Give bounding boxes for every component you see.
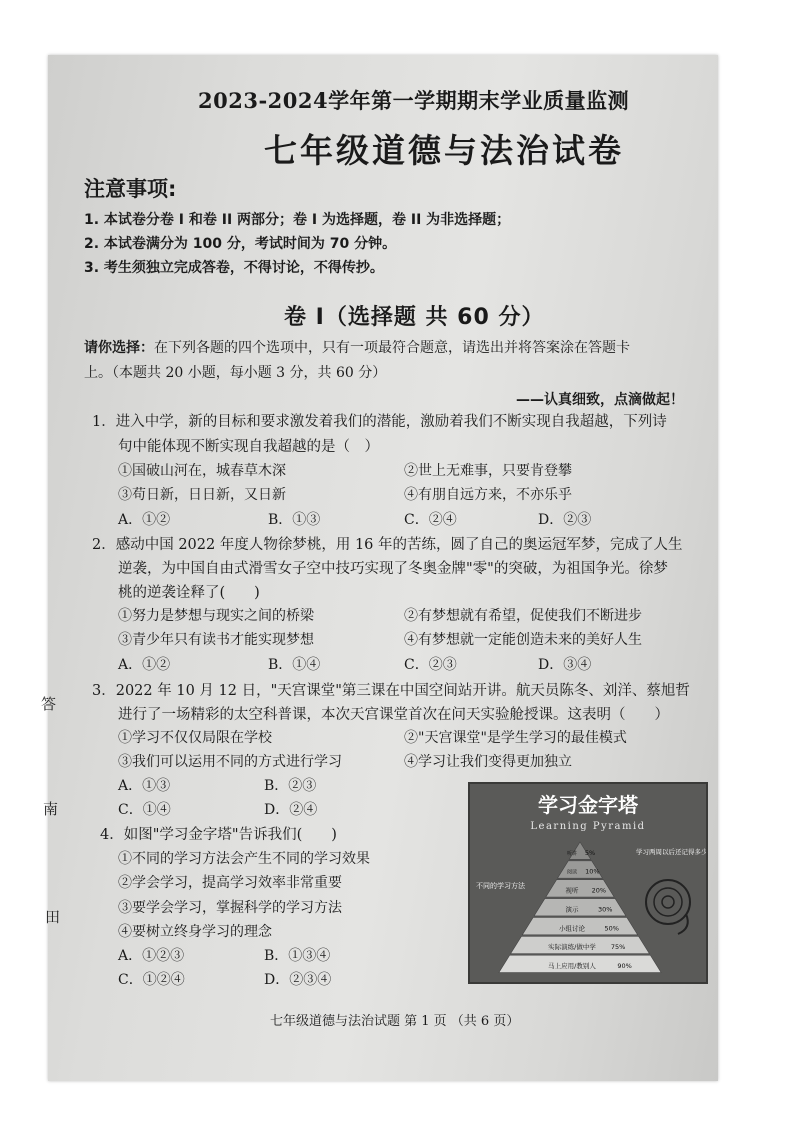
statement-option: ④有梦想就一定能创造未来的美好人生 (404, 632, 642, 648)
maze-head-icon (646, 880, 690, 934)
notice-item: 1. 本试卷分卷 I 和卷 II 两部分；卷 I 为选择题，卷 II 为非选择题； (84, 212, 511, 228)
answer-choice: C．①④ (118, 802, 171, 818)
answer-choice: B．①③ (268, 512, 321, 528)
instruction-line (84, 337, 630, 357)
statement-option: ①努力是梦想与现实之间的桥梁 (118, 608, 314, 624)
pyramid-tier-percent: 50% (604, 924, 619, 933)
statement-option: ②世上无难事，只要肯登攀 (404, 463, 572, 479)
answer-choice: D．②③④ (264, 972, 332, 988)
exam-title: 2023-2024学年第一学期期末学业质量监测 (198, 88, 630, 113)
pyramid-tier-label: 小组讨论 (559, 924, 585, 933)
statement-option: ④有朋自远方来，不亦乐乎 (404, 487, 572, 503)
question-text: 句中能体现不断实现自我超越的是（ ） (118, 439, 379, 455)
margin-char: 田 (45, 908, 61, 926)
question-text: 1．进入中学，新的目标和要求激发着我们的潜能，激励着我们不断实现自我超越，下列诗 (92, 414, 667, 430)
statement-option: ③要学会学习，掌握科学的学习方法 (118, 900, 342, 916)
pyramid-right-label: 学习两周以后还记得多少 (636, 848, 706, 856)
question-text: 桃的逆袭诠释了( ) (118, 585, 260, 601)
statement-option: ④学习让我们变得更加独立 (404, 754, 572, 770)
pyramid-tier-label: 实际演练/做中学 (548, 943, 596, 952)
pyramid-tier-percent: 90% (617, 961, 632, 970)
answer-choice: D．②③ (538, 512, 592, 528)
answer-choice: B．①④ (268, 657, 321, 673)
question-text: 3．2022 年 10 月 12 日，"天宫课堂"第三课在中国空间站开讲。航天员陈冬、刘洋、蔡旭哲 (92, 683, 690, 699)
answer-choice: B．①③④ (264, 948, 331, 964)
answer-choice: D．③④ (538, 657, 592, 673)
instruction-line: 上。（本题共 20 小题，每小题 3 分，共 60 分） (84, 365, 387, 381)
instruction-text: 在下列各题的四个选项中，只有一项最符合题意，请选出并将答案涂在答题卡 (154, 340, 630, 356)
question-text: 4．如图"学习金字塔"告诉我们( ) (100, 827, 337, 843)
notice-item: 2. 本试卷满分为 100 分，考试时间为 70 分钟。 (84, 236, 397, 252)
margin-char: 南 (43, 800, 59, 818)
statement-option: ①国破山河在，城春草木深 (118, 463, 286, 479)
answer-choice: D．②④ (264, 802, 318, 818)
pyramid-subtitle: Learning Pyramid (530, 821, 646, 832)
statement-option: ③我们可以运用不同的方式进行学习 (118, 754, 342, 770)
section-heading: 卷 I（选择题 共 60 分） (284, 305, 545, 330)
pyramid-tier-label: 演示 (565, 905, 579, 914)
pyramid-tier-percent: 10% (585, 867, 600, 876)
notice-heading: 注意事项: (84, 177, 177, 201)
answer-choice: C．②④ (404, 512, 457, 528)
statement-option: ①学习不仅仅局限在学校 (118, 730, 272, 746)
exam-paper (48, 55, 718, 1081)
notice-item: 3. 考生须独立完成答卷，不得讨论，不得传抄。 (84, 260, 384, 276)
answer-choice: A．①② (118, 657, 171, 673)
answer-choice: C．②③ (404, 657, 457, 673)
pyramid-tier-percent: 75% (610, 943, 626, 952)
statement-option: ④要树立终身学习的理念 (118, 924, 272, 940)
answer-choice: A．①② (118, 512, 171, 528)
statement-option: ③青少年只有读书才能实现梦想 (118, 632, 314, 648)
pyramid-tier-label: 听讲 (566, 850, 578, 857)
pyramid-tier-label: 视听 (565, 886, 579, 895)
pyramid-tier-percent: 20% (591, 886, 607, 895)
motto: ——认真细致，点滴做起！ (516, 392, 684, 408)
statement-option: ②有梦想就有希望，促使我们不断进步 (404, 608, 642, 624)
pyramid-title: 学习金字塔 (538, 793, 638, 817)
pyramid-tier-label: 阅读 (566, 869, 578, 876)
question-text: 进行了一场精彩的太空科普课，本次天宫课堂首次在问天实验舱授课。这表明（ ） (118, 707, 669, 723)
margin-char: 答 (41, 695, 57, 713)
pyramid-tier-label: 马上应用/教别人 (548, 961, 596, 970)
instruction-label: 请你选择： (84, 340, 154, 356)
question-text: 2．感动中国 2022 年度人物徐梦桃，用 16 年的苦练，圆了自己的奥运冠军梦，完成了人生 (92, 537, 683, 553)
answer-choice: A．①③ (118, 778, 171, 794)
question-text: 逆袭，为中国自由式滑雪女子空中技巧实现了冬奥金牌"零"的突破，为祖国争光。徐梦 (118, 561, 668, 577)
statement-option: ①不同的学习方法会产生不同的学习效果 (118, 851, 370, 867)
answer-choice: A．①②③ (118, 948, 185, 964)
exam-subject-title: 七年级道德与法治试卷 (264, 131, 624, 170)
learning-pyramid-figure (468, 782, 708, 984)
answer-choice: B．②③ (264, 778, 317, 794)
pyramid-tier-percent: 30% (598, 905, 613, 914)
pyramid-left-label: 不同的学习方法 (476, 882, 525, 890)
answer-choice: C．①②④ (118, 972, 185, 988)
learning-pyramid-diagram (470, 784, 706, 982)
page-footer: 七年级道德与法治试题 第 1 页 （共 6 页） (270, 1014, 520, 1029)
statement-option: ③苟日新，日日新，又日新 (118, 487, 286, 503)
statement-option: ②学会学习，提高学习效率非常重要 (118, 875, 342, 891)
pyramid-tier-percent: 5% (584, 848, 596, 857)
statement-option: ②"天宫课堂"是学生学习的最佳模式 (404, 730, 627, 746)
